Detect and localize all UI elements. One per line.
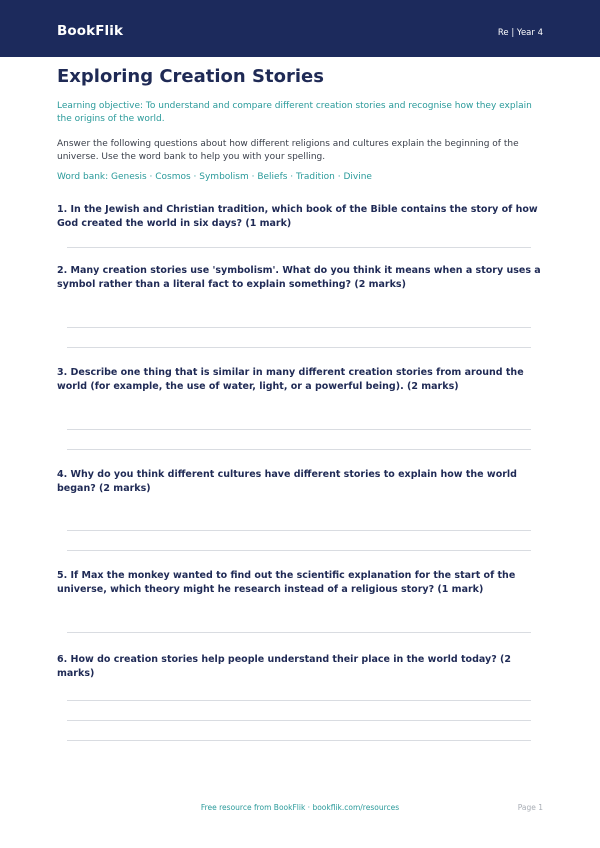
page-title: Exploring Creation Stories	[57, 66, 324, 87]
question-6: 6. How do creation stories help people understand their place in the world today? (2 marks)	[57, 654, 511, 679]
answer-line[interactable]	[67, 347, 531, 348]
answer-line[interactable]	[67, 530, 531, 531]
answer-line[interactable]	[67, 550, 531, 551]
footer-credit: Free resource from BookFlik · bookflik.com/resources	[200, 803, 400, 812]
answer-line[interactable]	[67, 720, 531, 721]
answer-line[interactable]	[67, 327, 531, 328]
question-2: 2. Many creation stories use 'symbolism'. What do you think it means when a story uses a symbol rather than a literal fact to explain something? (2 marks)	[57, 265, 541, 290]
answer-line[interactable]	[67, 449, 531, 450]
learning-objective: Learning objective: To understand and compare different creation stories and recognise how they explain the origins of the world.	[57, 101, 532, 124]
subject-year-label: Re | Year 4	[497, 28, 543, 38]
answer-line[interactable]	[67, 740, 531, 741]
brand-logo: BookFlik	[57, 23, 124, 39]
question-3: 3. Describe one thing that is similar in many different creation stories from around the world (for example, the use of water, light, or a powerful being). (2 marks)	[57, 367, 524, 392]
word-bank: Word bank: Genesis · Cosmos · Symbolism · Beliefs · Tradition · Divine	[57, 172, 372, 182]
page-number: Page 1	[517, 803, 543, 812]
answer-line[interactable]	[67, 429, 531, 430]
question-4: 4. Why do you think different cultures have different stories to explain how the world began? (2 marks)	[57, 469, 517, 494]
intro-text: Answer the following questions about how different religions and cultures explain the beginning of the universe. Use the word bank to help you with your spelling.	[57, 139, 519, 162]
answer-line[interactable]	[67, 632, 531, 633]
header-bar	[0, 0, 600, 57]
answer-line[interactable]	[67, 700, 531, 701]
question-5: 5. If Max the monkey wanted to find out the scientific explanation for the start of the universe, which theory might he research instead of a religious story? (1 mark)	[57, 570, 516, 595]
answer-line[interactable]	[67, 247, 531, 248]
question-1: 1. In the Jewish and Christian tradition, which book of the Bible contains the story of how God created the world in six days? (1 mark)	[57, 204, 538, 229]
